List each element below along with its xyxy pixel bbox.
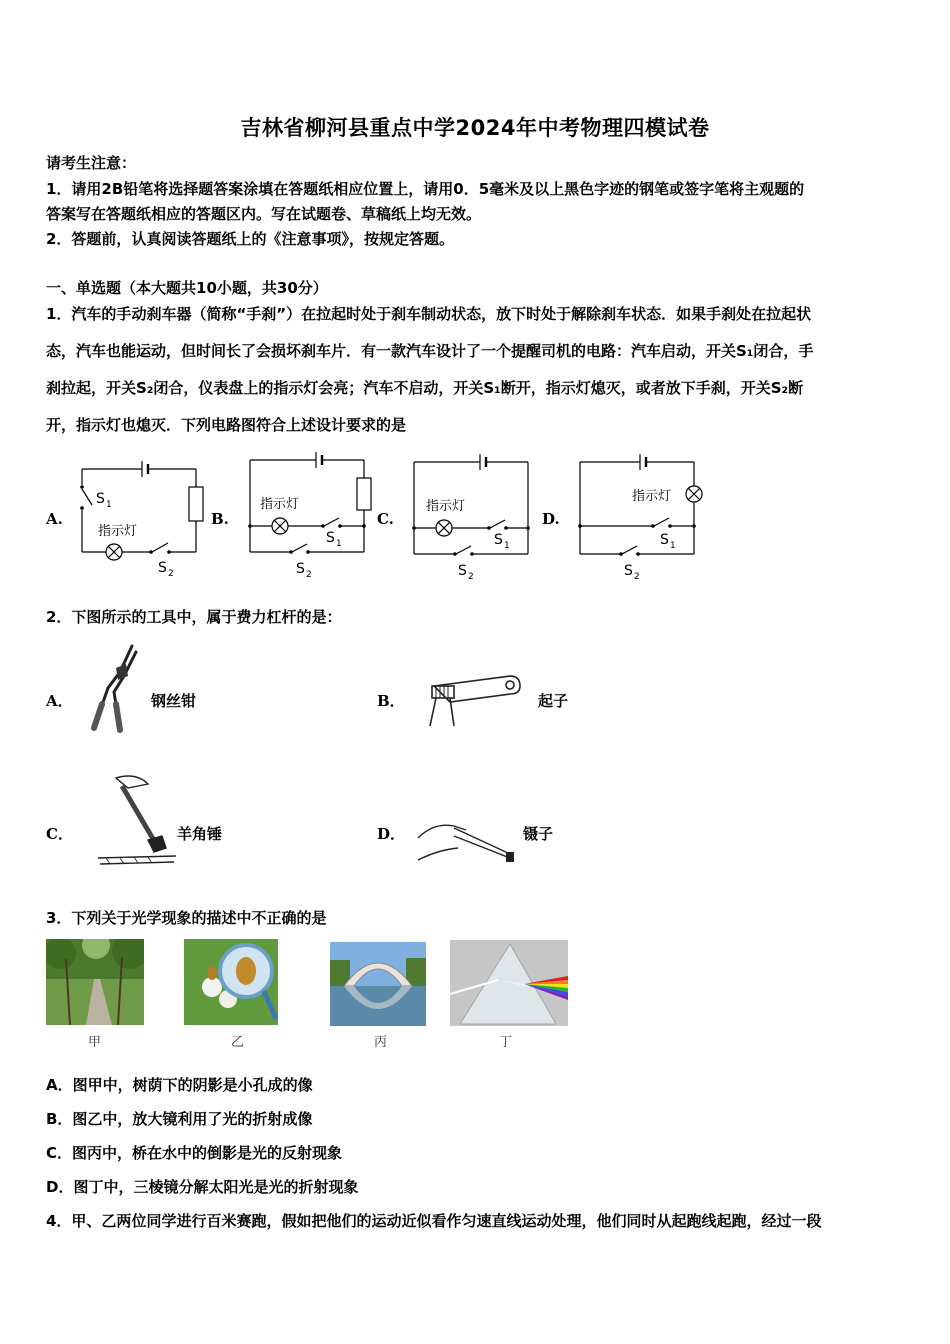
switch-s1-subscript: 1 <box>504 541 510 551</box>
caption-jia: 甲 <box>88 1035 102 1050</box>
q1-option-b-label: B. <box>211 510 229 528</box>
q2-option-a-label: A． <box>46 692 73 710</box>
switch-s1-label: S <box>660 532 669 548</box>
q2-option-d-label: D． <box>377 825 406 843</box>
q1-line-2: 态，汽车也能运动，但时间长了会损坏刹车片．有一款汽车设计了一个提醒司机的电路：汽车启动，开关S₁闭合，手 <box>46 342 814 360</box>
q2-option-c-label: C． <box>46 825 73 843</box>
q2-stem: 2．下图所示的工具中，属于费力杠杆的是： <box>46 608 342 626</box>
notice-line-1b: 答案写在答题纸相应的答题区内。写在试题卷、草稿纸上均无效。 <box>46 205 482 223</box>
q2-option-b-label: B． <box>377 692 405 710</box>
q3-option-b: B．图乙中，放大镜利用了光的折射成像 <box>46 1110 313 1128</box>
pliers-icon <box>80 642 142 734</box>
switch-s1-label: S <box>494 532 503 548</box>
photo-prism <box>450 940 568 1026</box>
switch-s1-label: S <box>326 530 335 546</box>
circuit-diagram-d <box>574 452 714 580</box>
bottle-opener-icon <box>420 672 524 728</box>
notice-line-2: 2．答题前，认真阅读答题纸上的《注意事项》，按规定答题。 <box>46 230 454 248</box>
switch-s1-subscript: 1 <box>336 539 342 549</box>
q2-option-c-name: 羊角锤 <box>177 825 223 843</box>
q3-option-a: A．图甲中，树荫下的阴影是小孔成的像 <box>46 1076 313 1094</box>
section-heading: 一、单选题（本大题共10小题，共30分） <box>46 279 328 297</box>
notice-heading: 请考生注意： <box>46 154 137 172</box>
q2-option-a-name: 钢丝钳 <box>151 692 197 710</box>
caption-bing: 丙 <box>374 1035 388 1050</box>
switch-s2-subscript: 2 <box>306 570 312 580</box>
q3-option-c: C．图丙中，桥在水中的倒影是光的反射现象 <box>46 1144 343 1162</box>
circuit-diagram-c <box>408 452 542 580</box>
page-title: 吉林省柳河县重点中学2024年中考物理四模试卷 <box>240 116 710 140</box>
claw-hammer-icon <box>96 770 176 866</box>
q1-line-4: 开，指示灯也熄灭．下列电路图符合上述设计要求的是 <box>46 416 407 434</box>
switch-s1-subscript: 1 <box>670 541 676 551</box>
lamp-label: 指示灯 <box>98 524 138 539</box>
notice-line-1a: 1．请用2B铅笔将选择题答案涂填在答题纸相应位置上，请用0．5毫米及以上黑色字迹的钢笔或签字笔将主观题的 <box>46 180 805 198</box>
circuit-diagram-b <box>242 450 376 580</box>
circuit-diagram-a <box>76 455 210 580</box>
switch-s2-subscript: 2 <box>468 572 474 580</box>
switch-s1-label: S <box>96 491 105 507</box>
q3-option-d: D．图丁中，三棱镜分解太阳光是光的折射现象 <box>46 1178 359 1196</box>
q3-stem: 3．下列关于光学现象的描述中不正确的是 <box>46 909 327 927</box>
q1-option-d-label: D. <box>542 510 560 528</box>
photo-bridge-reflection <box>330 942 426 1026</box>
switch-s2-label: S <box>458 563 467 579</box>
switch-s2-subscript: 2 <box>168 569 174 579</box>
q1-option-a-label: A. <box>46 510 63 528</box>
q1-option-c-label: C. <box>377 510 394 528</box>
switch-s2-subscript: 2 <box>634 572 640 580</box>
q4-stem: 4．甲、乙两位同学进行百米赛跑，假如把他们的运动近似看作匀速直线运动处理，他们同时从起跑线起跑，经过一段 <box>46 1212 822 1230</box>
switch-s2-label: S <box>296 561 305 577</box>
q2-option-b-name: 起子 <box>538 692 569 710</box>
caption-yi: 乙 <box>231 1035 245 1050</box>
q1-line-3: 刹拉起，开关S₂闭合，仪表盘上的指示灯会亮；汽车不启动，开关S₁断开，指示灯熄灭，或者放下手刹，开关S₂断 <box>46 379 804 397</box>
tweezers-icon <box>414 814 520 870</box>
caption-ding: 丁 <box>499 1035 513 1050</box>
switch-s2-label: S <box>158 560 167 576</box>
q2-option-d-name: 镊子 <box>523 825 554 843</box>
switch-s1-subscript: 1 <box>106 500 112 510</box>
switch-s2-label: S <box>624 563 633 579</box>
photo-tree-shade <box>46 939 144 1025</box>
lamp-label: 指示灯 <box>632 489 672 504</box>
lamp-label: 指示灯 <box>426 499 466 514</box>
q1-line-1: 1．汽车的手动刹车器（简称“手刹”）在拉起时处于刹车制动状态，放下时处于解除刹车状态．如果手刹处在拉起状 <box>46 305 812 323</box>
photo-magnifier <box>184 939 278 1025</box>
lamp-label: 指示灯 <box>260 497 300 512</box>
